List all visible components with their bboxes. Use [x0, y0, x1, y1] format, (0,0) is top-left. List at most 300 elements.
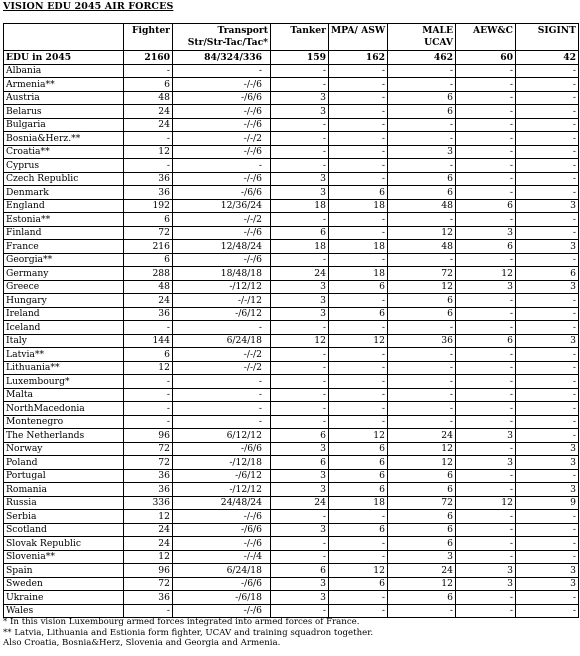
- table-cell: 6: [271, 429, 329, 443]
- table-cell: -: [124, 604, 173, 618]
- table-cell: -: [456, 361, 516, 375]
- table-cell: 6: [271, 226, 329, 240]
- table-cell: 18: [329, 267, 388, 281]
- table-cell: -: [271, 253, 329, 267]
- table-cell: 12: [271, 334, 329, 348]
- table-cell: 60: [456, 51, 516, 65]
- table-cell: -: [516, 604, 579, 618]
- table-cell: -/12/12: [173, 280, 271, 294]
- table-cell: -: [173, 415, 271, 429]
- column-header: [124, 24, 173, 51]
- table-cell: -: [456, 348, 516, 362]
- table-cell: 3: [271, 577, 329, 591]
- table-cell: -: [388, 348, 456, 362]
- table-cell: 72: [388, 267, 456, 281]
- table-cell: -: [173, 64, 271, 78]
- table-cell: 72: [124, 456, 173, 470]
- column-header: [4, 24, 124, 51]
- table-cell: -: [456, 402, 516, 416]
- table-cell: -/-/2: [173, 348, 271, 362]
- table-cell: 6: [388, 307, 456, 321]
- table-row: [4, 334, 579, 348]
- table-cell: 3: [456, 564, 516, 578]
- table-cell: -: [388, 78, 456, 92]
- table-cell: 12: [388, 280, 456, 294]
- table-cell: 6: [329, 307, 388, 321]
- table-cell: 288: [124, 267, 173, 281]
- row-label: Albania: [4, 64, 124, 78]
- table-cell: -: [456, 159, 516, 173]
- table-cell: 24: [124, 537, 173, 551]
- table-cell: -: [173, 388, 271, 402]
- table-cell: -: [388, 321, 456, 335]
- row-label: Russia: [4, 496, 124, 510]
- table-cell: 24: [388, 564, 456, 578]
- table-cell: -: [271, 159, 329, 173]
- table-cell: 12: [329, 564, 388, 578]
- table-cell: 6: [329, 280, 388, 294]
- table-row: [4, 348, 579, 362]
- table-cell: 3: [516, 442, 579, 456]
- table-cell: -: [329, 91, 388, 105]
- table-cell: 24: [124, 523, 173, 537]
- table-cell: -: [516, 159, 579, 173]
- table-cell: -: [271, 537, 329, 551]
- table-cell: -: [516, 186, 579, 200]
- table-cell: -: [456, 186, 516, 200]
- table-cell: -: [329, 145, 388, 159]
- row-label: Luxembourg*: [4, 375, 124, 389]
- row-label: Germany: [4, 267, 124, 281]
- table-cell: -: [173, 375, 271, 389]
- table-cell: -: [271, 510, 329, 524]
- table-cell: 3: [271, 442, 329, 456]
- table-cell: 12: [456, 496, 516, 510]
- table-cell: 12: [329, 334, 388, 348]
- column-header-line: Transport: [217, 25, 268, 36]
- table-cell: 18/48/18: [173, 267, 271, 281]
- column-header: [329, 24, 388, 51]
- table-cell: -/-/6: [173, 604, 271, 618]
- row-label: Iceland: [4, 321, 124, 335]
- table-cell: 96: [124, 429, 173, 443]
- table-row: [4, 294, 579, 308]
- table-cell: 6: [124, 253, 173, 267]
- table-cell: -/6/6: [173, 577, 271, 591]
- table-cell: -: [456, 388, 516, 402]
- table-cell: 6: [388, 294, 456, 308]
- table-row: [4, 469, 579, 483]
- footnotes: [3, 617, 373, 649]
- table-cell: -: [388, 213, 456, 227]
- table-cell: 12: [388, 456, 456, 470]
- table-cell: -: [388, 132, 456, 146]
- table-cell: -: [516, 523, 579, 537]
- table-cell: 3: [516, 199, 579, 213]
- table-row: [4, 307, 579, 321]
- table-cell: 6: [456, 334, 516, 348]
- table-cell: -: [329, 118, 388, 132]
- row-label: Belarus: [4, 105, 124, 119]
- table-cell: -: [456, 307, 516, 321]
- table-cell: -: [329, 226, 388, 240]
- table-cell: -: [456, 591, 516, 605]
- table-row: [4, 577, 579, 591]
- column-header-line: Str/Str-Tac/Tac*: [187, 36, 268, 48]
- row-label: Ukraine: [4, 591, 124, 605]
- table-cell: -: [271, 375, 329, 389]
- table-cell: -: [271, 604, 329, 618]
- table-cell: -: [329, 550, 388, 564]
- table-cell: -: [271, 550, 329, 564]
- table-row: [4, 361, 579, 375]
- table-cell: 36: [388, 334, 456, 348]
- table-cell: -: [329, 348, 388, 362]
- table-cell: 24: [124, 118, 173, 132]
- table-row: [4, 523, 579, 537]
- table-cell: -: [456, 523, 516, 537]
- table-row: [4, 64, 579, 78]
- table-cell: 6: [271, 564, 329, 578]
- table-cell: 3: [271, 469, 329, 483]
- table-cell: -: [329, 64, 388, 78]
- table-cell: 192: [124, 199, 173, 213]
- table-cell: -: [124, 375, 173, 389]
- table-cell: -: [456, 78, 516, 92]
- table-cell: 3: [516, 564, 579, 578]
- table-cell: -: [516, 469, 579, 483]
- table-row: [4, 78, 579, 92]
- table-cell: -/6/12: [173, 469, 271, 483]
- table-row: [4, 550, 579, 564]
- table-row: [4, 510, 579, 524]
- table-cell: -: [271, 402, 329, 416]
- table-cell: 6: [329, 456, 388, 470]
- table-cell: -: [456, 91, 516, 105]
- table-cell: -: [124, 159, 173, 173]
- row-label: Poland: [4, 456, 124, 470]
- table-cell: -: [173, 159, 271, 173]
- table-cell: 24: [271, 267, 329, 281]
- table-cell: 6: [388, 591, 456, 605]
- row-label: Hungary: [4, 294, 124, 308]
- table-cell: 12: [456, 267, 516, 281]
- table-row: [4, 442, 579, 456]
- table-cell: -: [271, 145, 329, 159]
- table-cell: 3: [516, 280, 579, 294]
- table-row: [4, 199, 579, 213]
- table-cell: 6/24/18: [173, 334, 271, 348]
- row-label: Scotland: [4, 523, 124, 537]
- table-cell: 3: [516, 577, 579, 591]
- table-cell: 3: [456, 456, 516, 470]
- table-cell: 36: [124, 307, 173, 321]
- table-cell: 3: [456, 280, 516, 294]
- row-label: Italy: [4, 334, 124, 348]
- table-cell: -: [388, 361, 456, 375]
- table-cell: 159: [271, 51, 329, 65]
- table-row: [4, 280, 579, 294]
- table-cell: -: [271, 321, 329, 335]
- table-cell: 6: [329, 186, 388, 200]
- table-cell: 6: [516, 267, 579, 281]
- table-cell: 12: [124, 361, 173, 375]
- table-cell: -: [456, 442, 516, 456]
- table-cell: 36: [124, 172, 173, 186]
- row-label: Finland: [4, 226, 124, 240]
- table-cell: -: [124, 388, 173, 402]
- table-cell: 96: [124, 564, 173, 578]
- table-row: [4, 591, 579, 605]
- table-cell: 6: [329, 577, 388, 591]
- table-cell: -: [456, 145, 516, 159]
- table-row: [4, 186, 579, 200]
- column-header-line: SIGINT: [537, 25, 576, 36]
- table-cell: -: [516, 64, 579, 78]
- row-label: Croatia**: [4, 145, 124, 159]
- table-cell: -: [516, 294, 579, 308]
- table-cell: 3: [271, 483, 329, 497]
- table-cell: 6: [124, 213, 173, 227]
- row-label: Estonia**: [4, 213, 124, 227]
- table-cell: 3: [271, 307, 329, 321]
- table-cell: 3: [271, 294, 329, 308]
- row-label: EDU in 2045: [4, 51, 124, 65]
- table-cell: 3: [456, 226, 516, 240]
- table-cell: 216: [124, 240, 173, 254]
- table-cell: -: [329, 415, 388, 429]
- table-cell: -/-/6: [173, 537, 271, 551]
- table-cell: 48: [388, 240, 456, 254]
- table-cell: -: [516, 348, 579, 362]
- table-cell: -: [516, 388, 579, 402]
- table-cell: -: [456, 375, 516, 389]
- table-cell: -: [329, 537, 388, 551]
- table-cell: 24/48/24: [173, 496, 271, 510]
- table-cell: -: [456, 550, 516, 564]
- table-cell: 42: [516, 51, 579, 65]
- table-cell: -: [456, 469, 516, 483]
- table-row: [4, 564, 579, 578]
- table-row: [4, 240, 579, 254]
- column-header-line: Fighter: [131, 25, 170, 36]
- table-cell: -: [456, 105, 516, 119]
- table-cell: -/-/6: [173, 510, 271, 524]
- table-cell: -: [456, 537, 516, 551]
- table-row: [4, 537, 579, 551]
- table-cell: 3: [388, 550, 456, 564]
- table-row: [4, 253, 579, 267]
- table-cell: 48: [124, 280, 173, 294]
- table-cell: 3: [271, 91, 329, 105]
- row-label: Serbia: [4, 510, 124, 524]
- table-cell: -: [516, 375, 579, 389]
- table-row: [4, 105, 579, 119]
- table-cell: 6: [329, 442, 388, 456]
- table-cell: 18: [329, 496, 388, 510]
- row-label: Bulgaria: [4, 118, 124, 132]
- table-row: [4, 402, 579, 416]
- table-cell: -: [516, 145, 579, 159]
- row-label: England: [4, 199, 124, 213]
- table-cell: -/-/4: [173, 550, 271, 564]
- column-header-line: UCAV: [424, 36, 453, 48]
- table-cell: -: [271, 118, 329, 132]
- table-cell: 162: [329, 51, 388, 65]
- table-cell: -: [516, 91, 579, 105]
- table-cell: 6: [124, 78, 173, 92]
- table-cell: 3: [271, 280, 329, 294]
- table-cell: -/-/6: [173, 105, 271, 119]
- table-cell: 18: [329, 199, 388, 213]
- table-cell: -: [271, 64, 329, 78]
- row-label: Lithuania**: [4, 361, 124, 375]
- table-cell: -: [456, 213, 516, 227]
- table-cell: -: [329, 78, 388, 92]
- table-cell: -: [388, 253, 456, 267]
- table-cell: 6: [271, 456, 329, 470]
- column-header: [456, 24, 516, 51]
- table-cell: -: [456, 294, 516, 308]
- table-cell: -: [516, 253, 579, 267]
- table-cell: -: [271, 132, 329, 146]
- table-cell: 24: [124, 294, 173, 308]
- table-cell: -: [456, 510, 516, 524]
- table-row: [4, 91, 579, 105]
- row-label: Romania: [4, 483, 124, 497]
- table-cell: 6: [124, 348, 173, 362]
- table-row: [4, 213, 579, 227]
- table-cell: -: [271, 348, 329, 362]
- table-cell: 24: [124, 105, 173, 119]
- table-cell: -: [329, 132, 388, 146]
- table-cell: -: [329, 604, 388, 618]
- table-row: [4, 118, 579, 132]
- totals-row: [4, 51, 579, 65]
- table-cell: -: [516, 321, 579, 335]
- table-cell: -: [124, 64, 173, 78]
- table-cell: -: [516, 550, 579, 564]
- table-row: [4, 132, 579, 146]
- table-cell: 462: [388, 51, 456, 65]
- table-cell: 3: [271, 523, 329, 537]
- table-cell: 3: [516, 456, 579, 470]
- table-cell: -: [173, 321, 271, 335]
- table-header-row: [4, 24, 579, 51]
- table-cell: 6/12/12: [173, 429, 271, 443]
- row-label: The Netherlands: [4, 429, 124, 443]
- table-row: [4, 321, 579, 335]
- table-cell: -/-/6: [173, 172, 271, 186]
- table-cell: 3: [456, 577, 516, 591]
- row-label: Spain: [4, 564, 124, 578]
- table-cell: 12: [124, 550, 173, 564]
- table-cell: 3: [271, 105, 329, 119]
- table-cell: 36: [124, 591, 173, 605]
- table-cell: -/-/6: [173, 118, 271, 132]
- table-cell: -: [388, 388, 456, 402]
- table-cell: -: [329, 510, 388, 524]
- table-cell: -: [456, 118, 516, 132]
- table-cell: 6: [388, 469, 456, 483]
- table-cell: -: [456, 483, 516, 497]
- air-forces-table: [3, 23, 579, 618]
- table-cell: -: [388, 604, 456, 618]
- table-cell: -: [329, 402, 388, 416]
- table-cell: 6: [388, 186, 456, 200]
- table-cell: -/6/6: [173, 442, 271, 456]
- row-label: Bosnia&Herz.**: [4, 132, 124, 146]
- table-cell: 9: [516, 496, 579, 510]
- table-cell: -: [388, 415, 456, 429]
- table-cell: -/6/6: [173, 186, 271, 200]
- table-cell: 6: [388, 523, 456, 537]
- table-cell: -/12/12: [173, 483, 271, 497]
- row-label: Ireland: [4, 307, 124, 321]
- table-cell: -: [516, 132, 579, 146]
- table-cell: -/-/2: [173, 132, 271, 146]
- table-cell: -: [388, 402, 456, 416]
- table-cell: -: [388, 118, 456, 132]
- table-cell: 3: [456, 429, 516, 443]
- table-cell: -/-/6: [173, 145, 271, 159]
- table-cell: -: [329, 361, 388, 375]
- table-cell: -: [388, 159, 456, 173]
- table-cell: -: [516, 226, 579, 240]
- table-cell: -: [329, 172, 388, 186]
- table-cell: -/6/6: [173, 523, 271, 537]
- table-cell: -/12/18: [173, 456, 271, 470]
- table-cell: 6/24/18: [173, 564, 271, 578]
- table-cell: -: [271, 361, 329, 375]
- table-cell: -: [516, 361, 579, 375]
- table-cell: -/-/6: [173, 78, 271, 92]
- table-row: [4, 388, 579, 402]
- table-cell: 72: [124, 226, 173, 240]
- table-cell: 3: [271, 186, 329, 200]
- table-cell: 72: [388, 496, 456, 510]
- table-cell: -: [329, 159, 388, 173]
- column-header-line: Tanker: [290, 25, 326, 36]
- table-cell: 3: [271, 591, 329, 605]
- column-header-line: AEW&C: [472, 25, 513, 36]
- table-cell: 84/324/336: [173, 51, 271, 65]
- column-header: [388, 24, 456, 51]
- table-cell: 3: [388, 145, 456, 159]
- table-cell: 18: [271, 240, 329, 254]
- table-cell: -: [124, 402, 173, 416]
- row-label: Malta: [4, 388, 124, 402]
- table-cell: 12: [388, 226, 456, 240]
- table-cell: -: [456, 64, 516, 78]
- table-cell: -: [124, 132, 173, 146]
- footnote-line: Also Croatia, Bosnia&Herz, Slovenia and Georgia and Armenia.: [3, 638, 281, 649]
- table-row: [4, 226, 579, 240]
- table-cell: 12/48/24: [173, 240, 271, 254]
- page-title: VISION EDU 2045 AIR FORCES: [3, 1, 174, 12]
- column-header: [516, 24, 579, 51]
- row-label: Montenegro: [4, 415, 124, 429]
- table-cell: -: [173, 402, 271, 416]
- table-cell: 24: [271, 496, 329, 510]
- table-cell: -: [516, 105, 579, 119]
- row-label: Portugal: [4, 469, 124, 483]
- table-cell: -: [456, 253, 516, 267]
- footnote-line: ** Latvia, Lithuania and Estionia form fighter, UCAV and training squadron together.: [3, 627, 374, 638]
- row-label: Slovenia**: [4, 550, 124, 564]
- table-cell: -: [329, 388, 388, 402]
- row-label: Wales: [4, 604, 124, 618]
